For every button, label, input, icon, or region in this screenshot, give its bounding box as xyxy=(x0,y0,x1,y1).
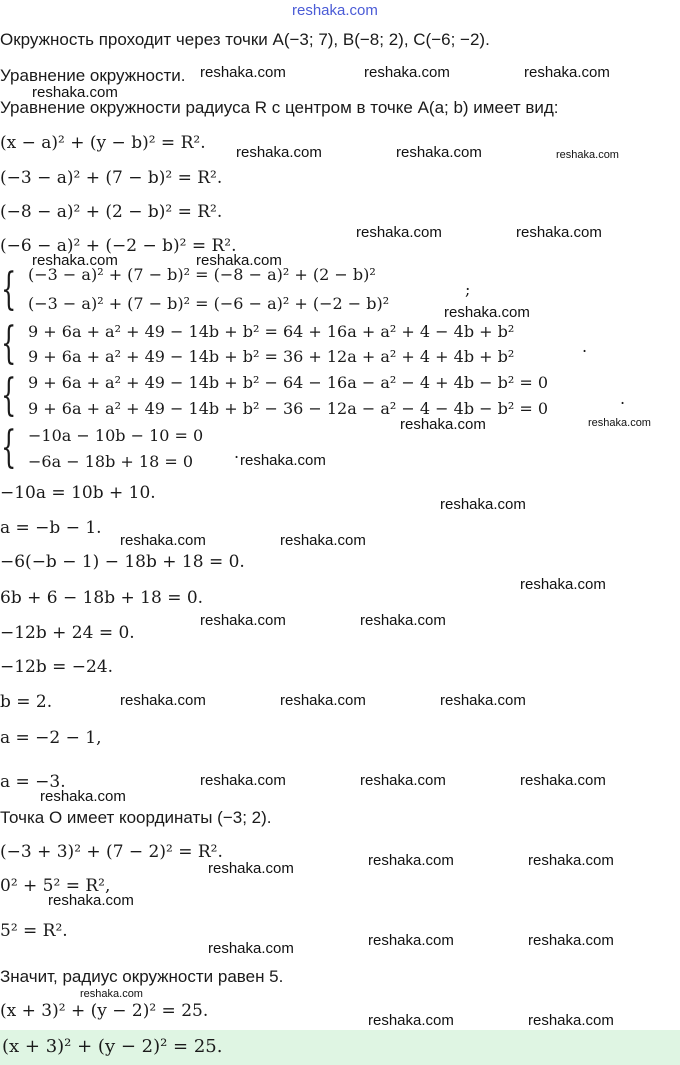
watermark: reshaka.com xyxy=(520,772,606,789)
watermark: reshaka.com xyxy=(200,772,286,789)
step-line: a = −b − 1. xyxy=(0,518,102,538)
watermark: reshaka.com xyxy=(368,932,454,949)
watermark: reshaka.com xyxy=(368,852,454,869)
system2-row1: 9 + 6a + a² + 49 − 14b + b² = 64 + 16a + a² + 4 − 4b + b² xyxy=(28,322,515,341)
step-line: −6(−b − 1) − 18b + 18 = 0. xyxy=(0,552,245,572)
equation-point-a: (−3 − a)² + (7 − b)² = R². xyxy=(0,168,223,188)
watermark: reshaka.com xyxy=(280,532,366,549)
watermark: reshaka.com xyxy=(368,1012,454,1029)
step-line: a = −3. xyxy=(0,772,66,792)
watermark: reshaka.com xyxy=(208,940,294,957)
system2-terminator: . xyxy=(582,337,588,356)
watermark: reshaka.com xyxy=(120,532,206,549)
step-line: 0² + 5² = R², xyxy=(0,876,111,896)
watermark: reshaka.com xyxy=(528,852,614,869)
watermark: reshaka.com xyxy=(40,788,126,805)
watermark: reshaka.com xyxy=(528,1012,614,1029)
watermark: reshaka.com xyxy=(240,452,326,469)
answer-box xyxy=(0,1030,680,1065)
system3-terminator: . xyxy=(620,389,626,408)
equation-intro: Уравнение окружности радиуса R с центром в точке A(a; b) имеет вид: xyxy=(0,98,559,117)
problem-statement: Окружность проходит через точки A(−3; 7), B(−8; 2), C(−6; −2). xyxy=(0,30,490,49)
step-line: −12b = −24. xyxy=(0,657,114,677)
system4-terminator: . xyxy=(234,443,240,462)
step-line: b = 2. xyxy=(0,692,53,712)
system1-row2: (−3 − a)² + (7 − b)² = (−6 − a)² + (−2 − b)² xyxy=(28,294,390,313)
step-line: (−3 + 3)² + (7 − 2)² = R². xyxy=(0,842,223,862)
watermark: reshaka.com xyxy=(360,772,446,789)
watermark: reshaka.com xyxy=(440,692,526,709)
watermark: reshaka.com xyxy=(520,576,606,593)
system1-terminator: ; xyxy=(465,280,471,299)
system3-row1: 9 + 6a + a² + 49 − 14b + b² − 64 − 16a − a² − 4 + 4b − b² = 0 xyxy=(28,373,549,392)
watermark: reshaka.com xyxy=(364,64,450,81)
watermark: reshaka.com xyxy=(516,224,602,241)
watermark: reshaka.com xyxy=(396,144,482,161)
watermark: reshaka.com xyxy=(80,988,143,1000)
watermark: reshaka.com xyxy=(196,252,282,269)
final-equation: (x + 3)² + (y − 2)² = 25. xyxy=(0,1001,209,1021)
system4-row1: −10a − 10b − 10 = 0 xyxy=(28,426,204,445)
watermark: reshaka.com xyxy=(400,416,486,433)
watermark: reshaka.com xyxy=(360,612,446,629)
watermark: reshaka.com xyxy=(356,224,442,241)
watermark: reshaka.com xyxy=(588,417,651,429)
system3-row2: 9 + 6a + a² + 49 − 14b + b² − 36 − 12a − a² − 4 − 4b − b² = 0 xyxy=(28,399,549,418)
watermark: reshaka.com xyxy=(48,892,134,909)
answer-text: (x + 3)² + (y − 2)² = 25. xyxy=(2,1036,223,1057)
watermark: reshaka.com xyxy=(120,692,206,709)
general-equation: (x − a)² + (y − b)² = R². xyxy=(0,133,206,153)
system-brace: { xyxy=(1,422,17,473)
equation-point-c: (−6 − a)² + (−2 − b)² = R². xyxy=(0,236,237,256)
section-heading: Уравнение окружности. xyxy=(0,66,186,85)
center-coordinates-text: Точка O имеет координаты (−3; 2). xyxy=(0,808,272,827)
watermark: reshaka.com xyxy=(236,144,322,161)
watermark: reshaka.com xyxy=(556,149,619,161)
system2-row2: 9 + 6a + a² + 49 − 14b + b² = 36 + 12a + a² + 4 + 4b + b² xyxy=(28,347,515,366)
system-brace: { xyxy=(1,370,17,421)
watermark: reshaka.com xyxy=(524,64,610,81)
step-line: 5² = R². xyxy=(0,921,68,941)
watermark: reshaka.com xyxy=(200,612,286,629)
watermark: reshaka.com xyxy=(208,860,294,877)
equation-point-b: (−8 − a)² + (2 − b)² = R². xyxy=(0,202,223,222)
watermark: reshaka.com xyxy=(528,932,614,949)
watermark: reshaka.com xyxy=(280,692,366,709)
step-line: 6b + 6 − 18b + 18 = 0. xyxy=(0,588,204,608)
radius-conclusion: Значит, радиус окружности равен 5. xyxy=(0,967,284,986)
system-brace: { xyxy=(1,264,17,315)
watermark: reshaka.com xyxy=(444,304,530,321)
site-watermark-header[interactable]: reshaka.com xyxy=(292,2,378,19)
watermark: reshaka.com xyxy=(32,252,118,269)
system4-row2: −6a − 18b + 18 = 0 xyxy=(28,452,193,471)
step-line: −10a = 10b + 10. xyxy=(0,483,156,503)
watermark: reshaka.com xyxy=(32,84,118,101)
step-line: −12b + 24 = 0. xyxy=(0,623,135,643)
watermark: reshaka.com xyxy=(200,64,286,81)
step-line: a = −2 − 1, xyxy=(0,728,102,748)
system-brace: { xyxy=(1,318,17,369)
system1-row1: (−3 − a)² + (7 − b)² = (−8 − a)² + (2 − b)² xyxy=(28,265,376,284)
watermark: reshaka.com xyxy=(440,496,526,513)
